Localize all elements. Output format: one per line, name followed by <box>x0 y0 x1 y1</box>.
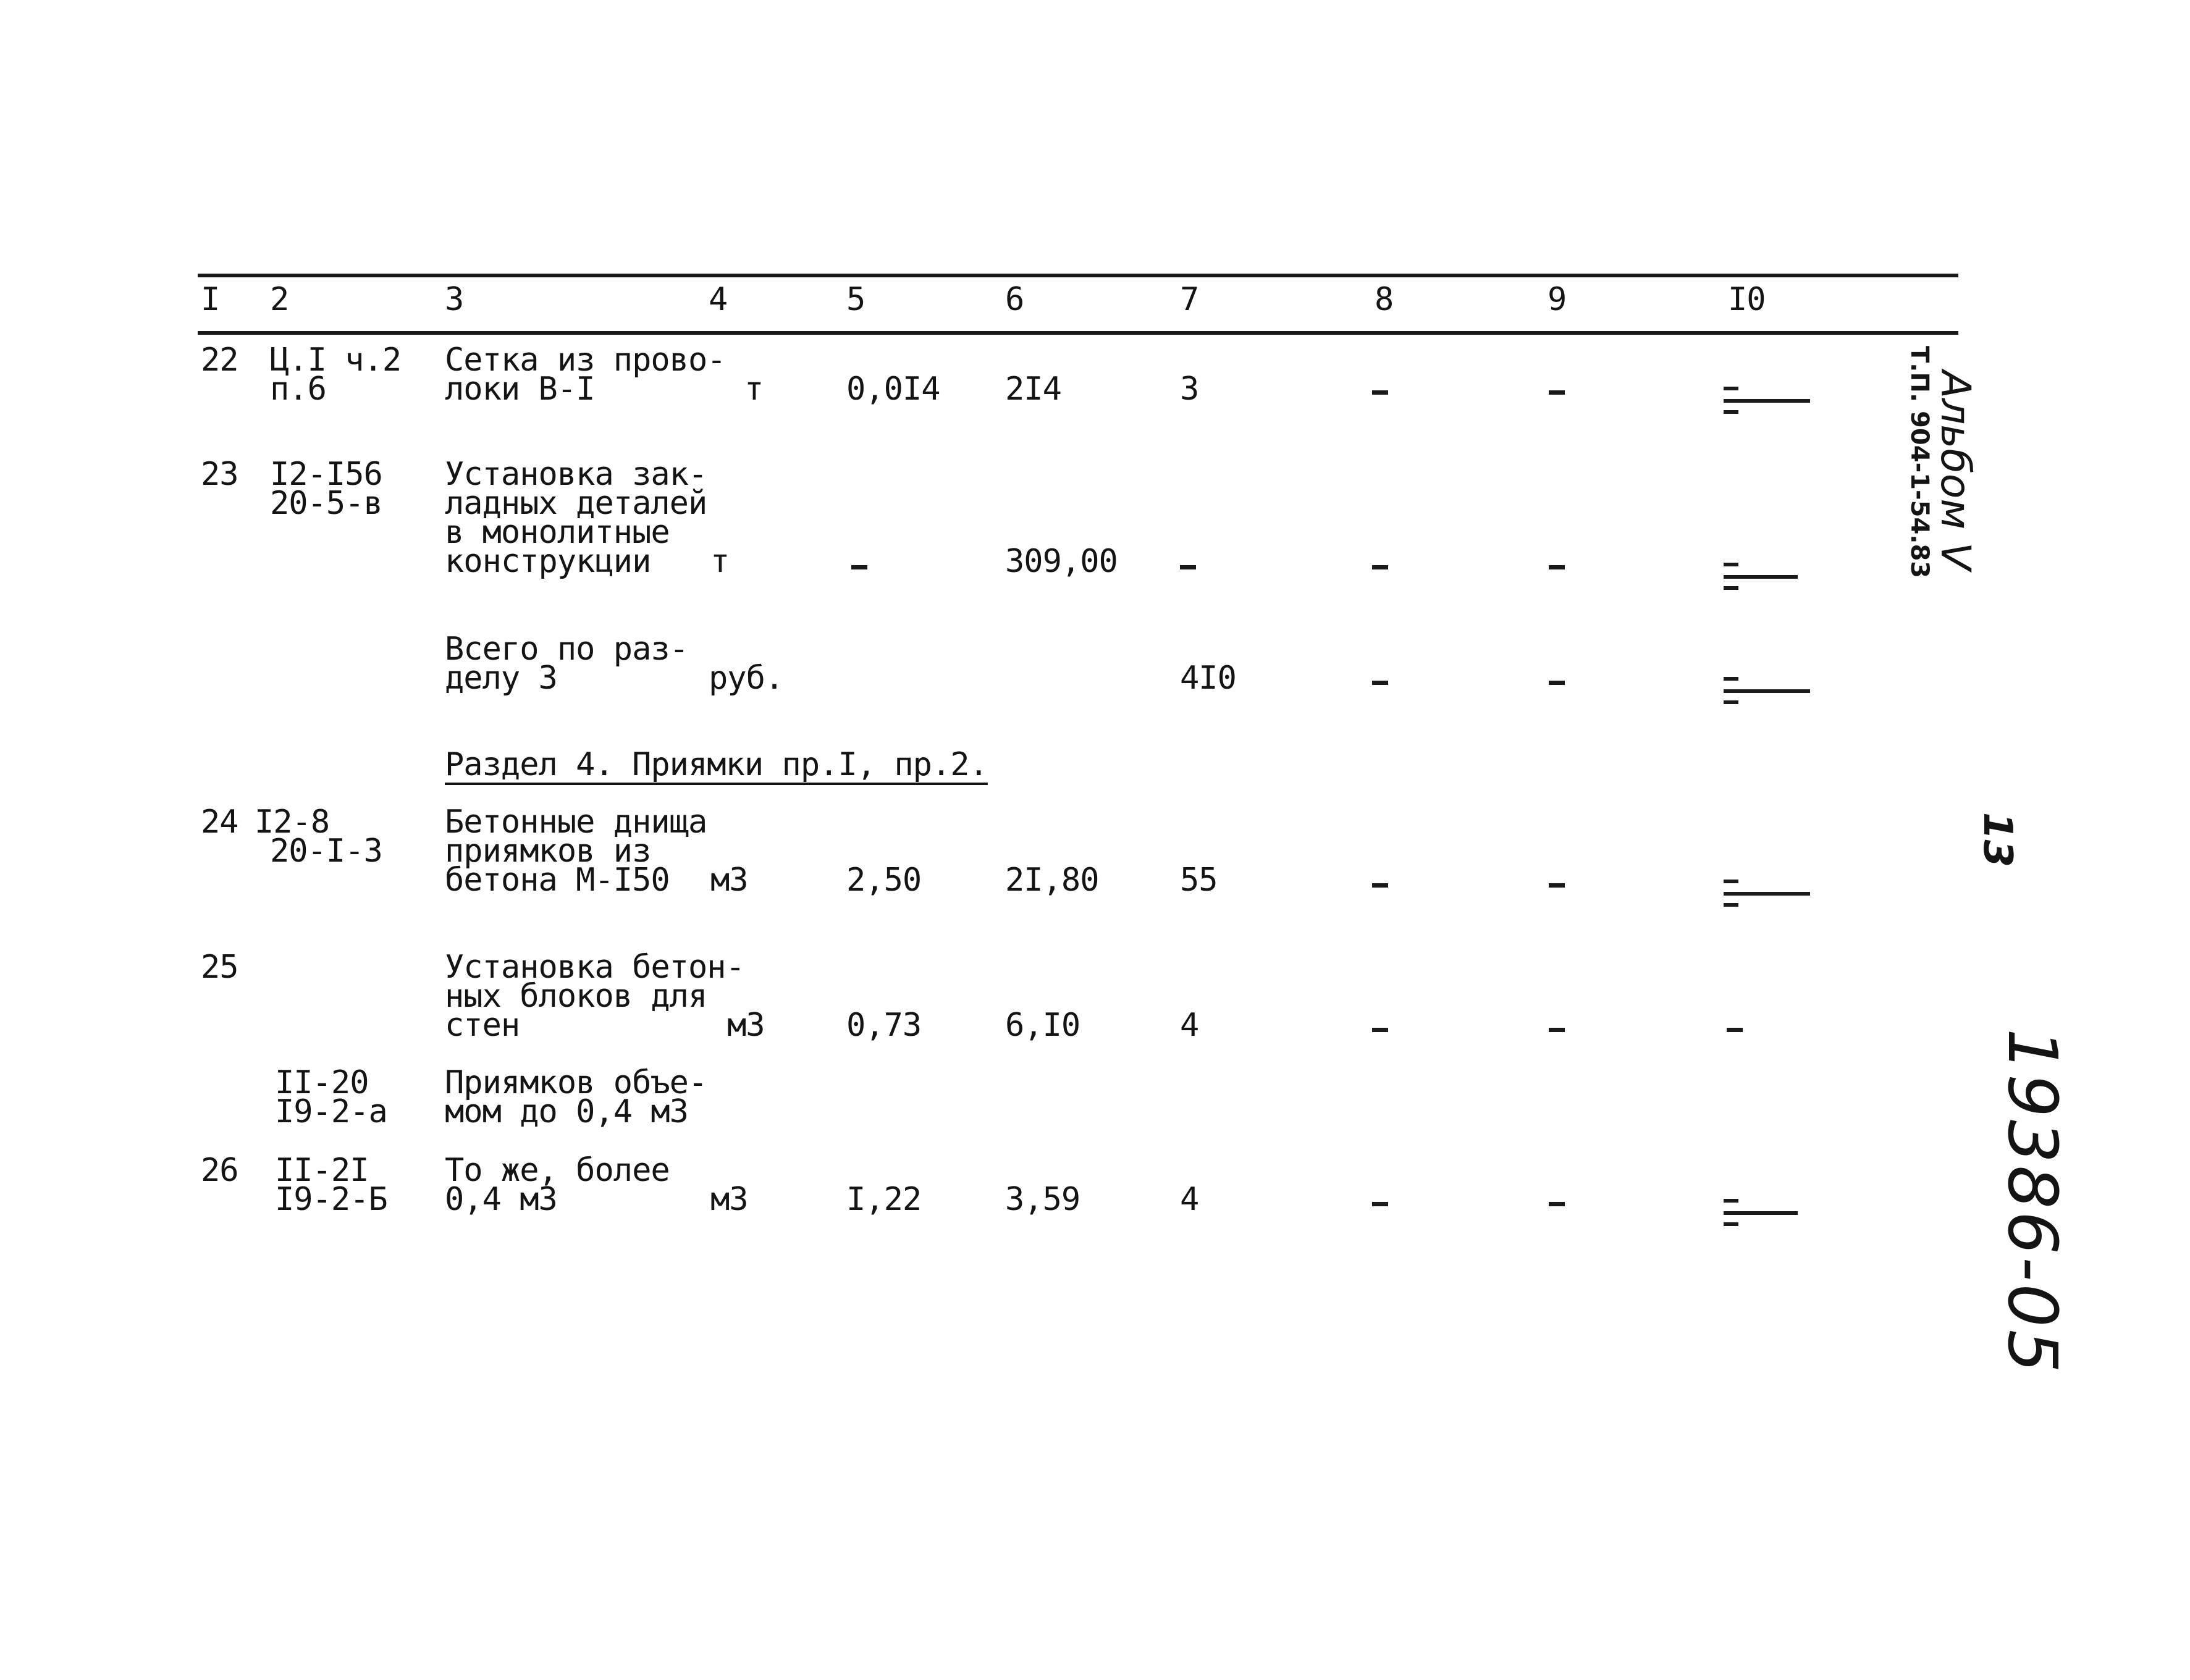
row-description: бетона М-I50 <box>445 862 670 899</box>
row-col5: 2,50 <box>846 862 922 899</box>
row-unit: т <box>710 543 730 580</box>
album-stamp <box>1905 346 1977 578</box>
row-unit: м3 <box>710 862 748 899</box>
row-code: I2-I56 <box>270 456 382 493</box>
row-col10-mark <box>1724 673 1810 710</box>
row-col8-dash <box>1372 390 1388 395</box>
column-header-7: 7 <box>1180 281 1199 318</box>
row-col6: 2I4 <box>1005 371 1061 408</box>
row-description: Сетка из прово- <box>445 342 726 379</box>
row-description: делу 3 <box>445 660 557 697</box>
row-col10-mark <box>1724 559 1798 596</box>
row-col5-dash <box>851 565 867 569</box>
row-col6: 309,00 <box>1005 543 1118 580</box>
row-col10-mark <box>1724 383 1810 420</box>
row-col7: 4 <box>1180 1007 1199 1044</box>
column-header-10: I0 <box>1728 281 1766 318</box>
row-unit: м3 <box>710 1181 748 1218</box>
row-col10-mark <box>1724 1195 1798 1232</box>
row-number: 23 <box>201 456 238 493</box>
row-unit: м3 <box>727 1007 765 1044</box>
row-col7: 3 <box>1180 371 1199 408</box>
row-description: Приямков объе- <box>445 1064 707 1101</box>
row-code: Ц.I ч.2 <box>270 342 402 379</box>
row-code: I2-8 <box>255 804 330 841</box>
row-col9-dash <box>1549 1202 1565 1206</box>
row-description: ладных деталей <box>445 485 707 522</box>
column-header-4: 4 <box>709 281 728 318</box>
row-code: 20-5-в <box>270 485 382 522</box>
row-description: в монолитные <box>445 514 670 551</box>
row-code: п.6 <box>270 371 326 408</box>
row-description: конструкции <box>445 543 651 580</box>
row-col9-dash <box>1549 565 1565 569</box>
row-col9-dash <box>1549 390 1565 395</box>
row-description: мом до 0,4 м3 <box>445 1093 688 1130</box>
row-description: Бетонные днища <box>445 804 707 841</box>
album-project-code: Т.П. 904-1-54.83 <box>1905 346 1934 579</box>
row-col9-dash <box>1549 883 1565 888</box>
row-description: 0,4 м3 <box>445 1181 557 1218</box>
column-header-8: 8 <box>1375 281 1394 318</box>
row-code: 20-I-3 <box>270 833 382 870</box>
row-unit: т <box>744 371 764 408</box>
document-number: 19386-05 <box>1993 1028 2072 1376</box>
row-code: I9-2-а <box>275 1093 387 1130</box>
row-unit: руб. <box>709 660 784 697</box>
row-description: ных блоков для <box>445 978 707 1015</box>
row-col6: 2I,80 <box>1005 862 1099 899</box>
row-code: I9-2-Б <box>275 1181 387 1218</box>
row-col8-dash <box>1372 565 1388 569</box>
column-header-3: 3 <box>445 281 464 318</box>
row-col7-dash <box>1180 565 1196 569</box>
row-code: II-20 <box>275 1064 369 1101</box>
row-col5: 0,73 <box>846 1007 922 1044</box>
row-description: То же, более <box>445 1152 670 1189</box>
row-col5: I,22 <box>846 1181 922 1218</box>
album-title: Альбом V <box>1932 371 1979 571</box>
row-description: стен <box>445 1007 520 1044</box>
row-col10-mark <box>1724 876 1810 913</box>
table-top-rule <box>198 274 1958 277</box>
row-number: 26 <box>201 1152 238 1189</box>
row-number: 22 <box>201 342 238 379</box>
row-col8-dash <box>1372 883 1388 888</box>
section-heading: Раздел 4. Приямки пр.I, пр.2. <box>445 746 988 783</box>
page-number: 13 <box>1974 812 2020 868</box>
row-description: приямков из <box>445 833 651 870</box>
row-col9-dash <box>1549 681 1565 685</box>
row-code: II-2I <box>275 1152 369 1189</box>
row-col6: 6,I0 <box>1005 1007 1080 1044</box>
row-description: Установка бетон- <box>445 949 744 986</box>
column-header-5: 5 <box>846 281 865 318</box>
row-col8-dash <box>1372 681 1388 685</box>
column-header-2: 2 <box>270 281 289 318</box>
column-header-9: 9 <box>1548 281 1567 318</box>
column-header-1: I <box>201 281 220 318</box>
row-number: 25 <box>201 949 238 986</box>
row-col7: 4 <box>1180 1181 1199 1218</box>
header-bottom-rule <box>198 331 1958 335</box>
row-col10-dash <box>1727 1028 1743 1032</box>
row-col9-dash <box>1549 1028 1565 1032</box>
row-description: Установка зак- <box>445 456 707 493</box>
row-col7: 4I0 <box>1180 660 1236 697</box>
row-col8-dash <box>1372 1028 1388 1032</box>
row-col7: 55 <box>1180 862 1218 899</box>
row-col8-dash <box>1372 1202 1388 1206</box>
row-description: локи В-I <box>445 371 595 408</box>
row-description: Всего по раз- <box>445 631 688 668</box>
row-col6: 3,59 <box>1005 1181 1080 1218</box>
row-col5: 0,0I4 <box>846 371 940 408</box>
column-header-6: 6 <box>1005 281 1024 318</box>
row-number: 24 <box>201 804 238 841</box>
